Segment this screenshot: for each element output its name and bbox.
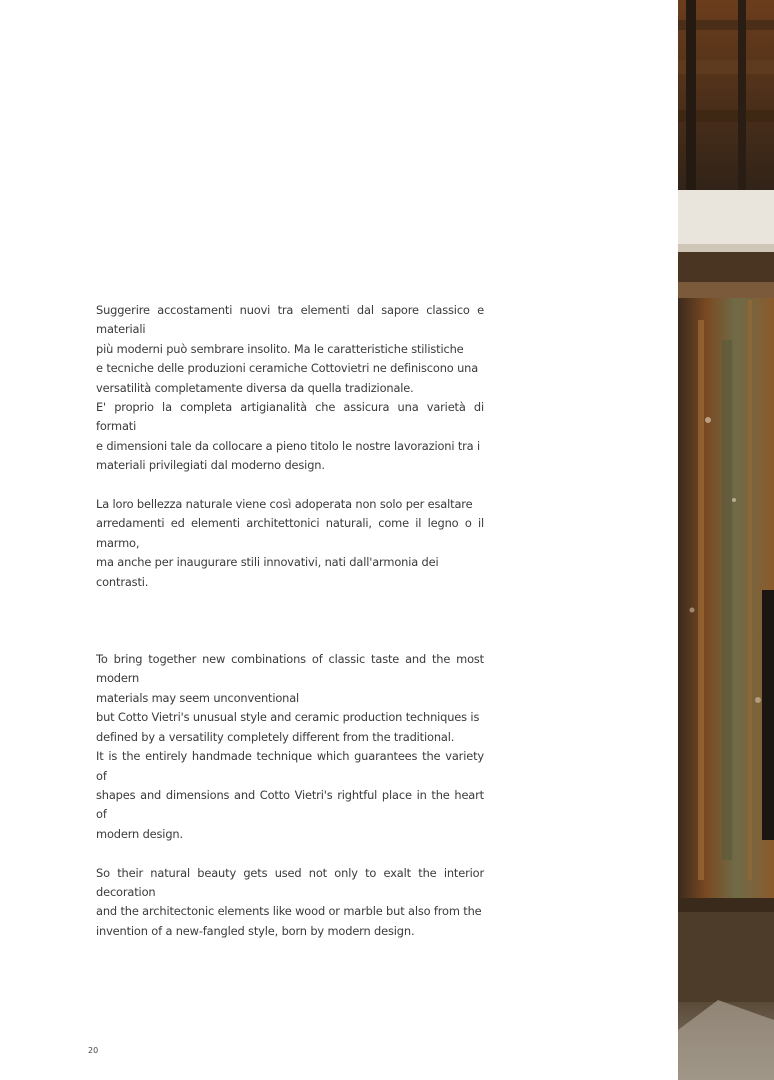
- text-line: materiali privilegiati dal moderno design.: [96, 458, 325, 473]
- rusty-wall-photo-icon: [678, 0, 774, 1080]
- english-paragraph-1: [96, 650, 484, 708]
- text-column: [96, 301, 484, 941]
- text-line: e tecniche delle produzioni ceramiche Cottovietri ne definiscono una: [96, 361, 479, 376]
- text-line: più moderni può sembrare insolito. Ma le caratteristiche stilistiche: [96, 341, 464, 356]
- text-line: e dimensioni tale da collocare a pieno titolo le nostre lavorazioni tra i: [96, 438, 481, 453]
- english-paragraph-2: [96, 708, 484, 747]
- italian-paragraph-2: [96, 398, 484, 476]
- page-number: 20: [88, 1046, 99, 1055]
- text-line: versatilità completamente diversa da quella tradizionale.: [96, 380, 414, 395]
- text-line: and the architectonic elements like wood or marble but also from the: [96, 904, 482, 919]
- text-line: but Cotto Vietri's unusual style and ceramic production techniques is: [96, 710, 480, 725]
- text-line: arredamenti ed elementi architettonici naturali, come il legno o il marmo,: [96, 516, 484, 550]
- text-line: So their natural beauty gets used not only to exalt the interior decoration: [96, 865, 484, 899]
- section-gap: [96, 592, 484, 650]
- text-line: defined by a versatility completely different from the traditional.: [96, 729, 455, 744]
- paragraph-gap: [96, 476, 484, 495]
- text-line: modern design.: [96, 826, 183, 841]
- italian-paragraph-1: [96, 301, 484, 398]
- text-line: materials may seem unconventional: [96, 690, 300, 705]
- paragraph-gap: [96, 844, 484, 863]
- english-paragraph-3: [96, 747, 484, 844]
- text-line: shapes and dimensions and Cotto Vietri's rightful place in the heart of: [96, 787, 484, 822]
- text-line: ma anche per inaugurare stili innovativi, nati dall'armonia dei contrasti.: [96, 555, 439, 589]
- text-line: Suggerire accostamenti nuovi tra elementi dal sapore classico e materiali: [96, 303, 484, 337]
- english-paragraph-4: [96, 864, 484, 942]
- rusty-wall-photo: [678, 0, 774, 1080]
- text-line: La loro bellezza naturale viene così adoperata non solo per esaltare: [96, 497, 473, 512]
- italian-paragraph-3: [96, 495, 484, 592]
- text-line: invention of a new-fangled style, born by modern design.: [96, 923, 415, 938]
- text-line: To bring together new combinations of classic taste and the most modern: [96, 652, 484, 686]
- text-line: E' proprio la completa artigianalità che assicura una varietà di formati: [96, 400, 484, 434]
- text-line: It is the entirely handmade technique which guarantees the variety of: [96, 749, 484, 783]
